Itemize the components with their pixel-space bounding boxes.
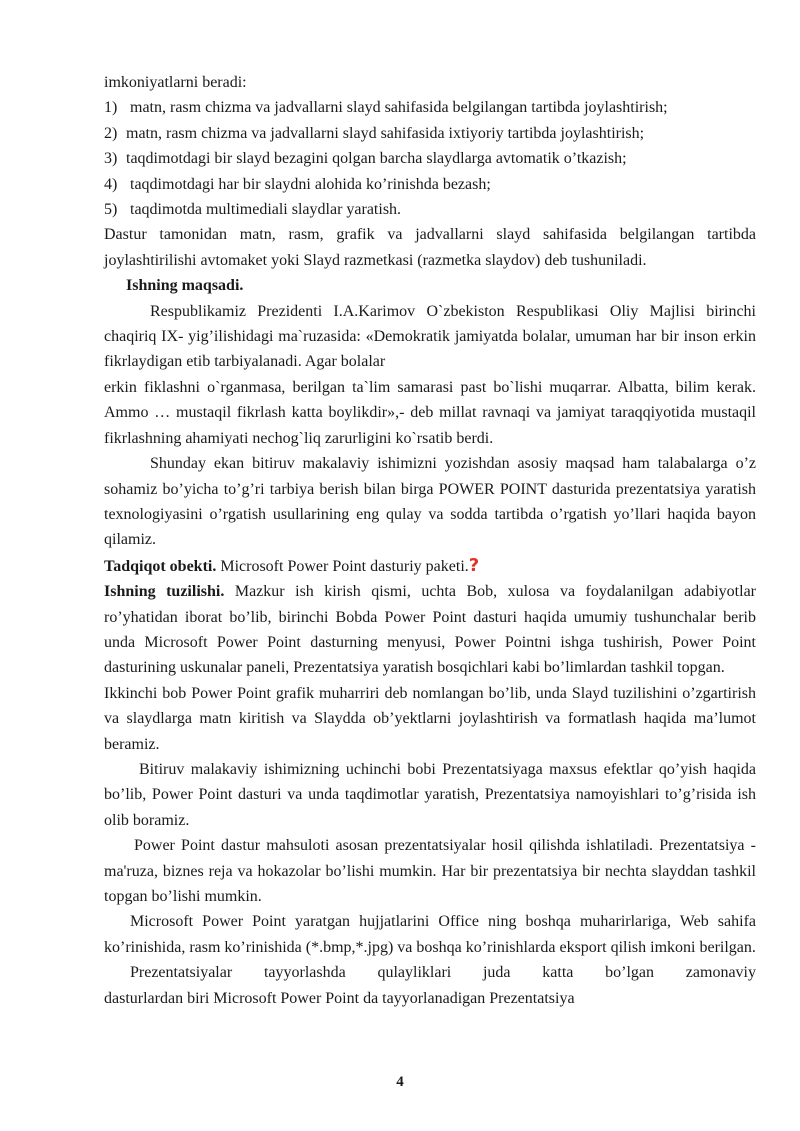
list-text: taqdimotdagi har bir slaydni alohida ko’rinishda bezash; — [130, 175, 491, 193]
list-text: matn, rasm chizma va jadvallarni slayd sahifasida ixtiyoriy tartibda joylashtirish; — [126, 124, 645, 142]
paragraph-uchinchi-bob: Bitiruv malakaviy ishimizning uchinchi bobi Prezentatsiyaga maxsus efektlar qo’yish haqida bo’lib, Power Point dasturi va unda taqdimotlar yaratish, Prezentatsiya namoyishlari to’g’risida ish olib boramiz. — [104, 760, 756, 829]
tuzilishi-text: Mazkur ish kirish qismi, uchta Bob, xulosa va foydalanilgan adabiyotlar ro’yhatidan iborat bo’lib, birinchi Bobda Power Point dasturi haqida umumiy tushunchalar berib unda Microsoft Power Point dasturning menyusi, Power Pointni ishga tushirish, Power Point dasturining uskunalar paneli, Prezentatsiya yaratish bosqichlari kabi bo’limlardan tashkil topgan. — [104, 583, 756, 677]
paragraph-tuzilishi — [104, 579, 756, 681]
question-mark-icon: ? — [468, 554, 480, 576]
paragraph-erkin: erkin fiklashni o`rganmasa, berilgan ta`lim samarasi past bo`lishi muqarrar. Albatta, bilim kerak. Ammo … mustaqil fikrlash katta boylikdir»,- deb millat ravnaqi va jamiyat taraqqiyotida mustaqil fikrlashning ahamiyati nechog`liq zarurligini ko`rsatib berdi. — [104, 378, 756, 447]
list-item — [104, 197, 756, 222]
paragraph-avtomaket: Dastur tamonidan matn, rasm, grafik va jadvallarni slayd sahifasida belgilangan tartibda joylashtirilishi avtomaket yoki Slayd razmetkasi (razmetka slaydov) deb tushuniladi. — [104, 226, 756, 269]
tuzilishi-label: Ishning tuzilishi. — [104, 583, 225, 601]
list-item — [104, 121, 756, 146]
list-number: 5) — [104, 201, 118, 219]
document-page — [104, 70, 756, 1011]
list-number: 2) — [104, 124, 118, 142]
paragraph-tayyorlash — [104, 960, 756, 985]
paragraph-shunday: Shunday ekan bitiruv makalaviy ishimizni yozishdan asosiy maqsad ham talabalarga o’z sohamiz bo’yicha to’g’ri tarbiya berish bilan birga POWER POINT dasturida prezentatsiya yaratish texnologiyasini o’rgatish usullarining eng qulay va sodda tartibda o’rgatish yo’llari haqida bayon qilamiz. — [104, 455, 756, 549]
paragraph-power-point-dastur: Power Point dastur mahsuloti asosan prezentatsiyalar hosil qilishda ishlatiladi. Prezentatsiya - ma'ruza, biznes reja va hokazolar bo’lishi mumkin. Har bir prezentatsiya bir nechta slayddan tashkil topgan bo’lishi mumkin. — [104, 837, 756, 905]
tayyorlash-line-2: dasturlardan biri Microsoft Power Point da tayyorlanadigan Prezentatsiya — [104, 989, 575, 1007]
paragraph-microsoft: Microsoft Power Point yaratgan hujjatlarini Office ning boshqa muharirlariga, Web sahifa ko’rinishida, rasm ko’rinishida (*.bmp,*.jpg) va boshqa ko’rinishlarda eksport qilish imkoni berilgan. — [104, 913, 756, 956]
tadqiqot-obekti-text: Microsoft Power Point dasturiy paketi. — [216, 557, 469, 575]
list-text: taqdimotdagi bir slayd bezagini qolgan barcha slaydlarga avtomatik o’tkazish; — [126, 150, 627, 168]
list-text: matn, rasm chizma va jadvallarni slayd sahifasida belgilangan tartibda joylashtirish; — [130, 99, 668, 117]
heading-maqsad: Ishning maqsadi. — [126, 277, 244, 295]
list-text: taqdimotda multimediali slaydlar yaratish. — [130, 201, 402, 219]
tayyorlash-line-1: Prezentatsiyalar tayyorlashda qulayliklari juda katta bo’lgan zamonaviy — [130, 964, 756, 982]
list-item — [104, 172, 756, 197]
paragraph-ikkinchi-bob: Ikkinchi bob Power Point grafik muharriri deb nomlangan bo’lib, unda Slayd tuzilishini o’zgartirish va slaydlarga matn kiritish va Slaydda ob’yektlarni joylashtirish va formatlash haqida ma’lumot beramiz. — [104, 684, 756, 753]
paragraph-tadqiqot-obekti — [104, 553, 756, 579]
list-item — [104, 146, 756, 171]
intro-line: imkoniyatlarni beradi: — [104, 74, 247, 91]
list-number: 3) — [104, 150, 118, 168]
list-number: 4) — [104, 175, 118, 193]
list-item — [104, 95, 756, 120]
paragraph-president: Respublikamiz Prezidenti I.A.Karimov O`zbekiston Respublikasi Oliy Majlisi birinchi chaqiriq IX- yig’ilishidagi ma`ruzasida: «Demokratik jamiyatda bolalar, umuman har bir inson erkin fikrlaydigan etib tarbiyalanadi. Agar bolalar — [104, 302, 756, 371]
tadqiqot-obekti-label: Tadqiqot obekti. — [104, 557, 217, 575]
list-number: 1) — [104, 99, 118, 117]
page-number: 4 — [396, 1074, 404, 1090]
